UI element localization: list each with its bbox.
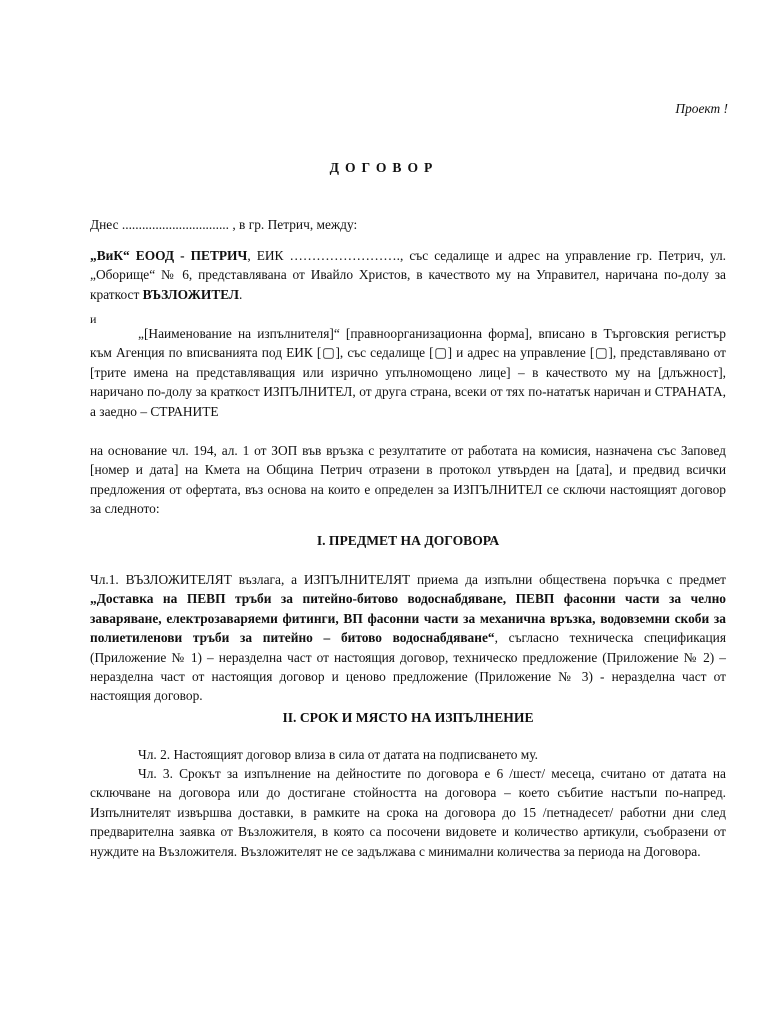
article-2-paragraph: Чл. 2. Настоящият договор влиза в сила от датата на подписването му. xyxy=(138,747,538,762)
party-one-end: . xyxy=(238,286,243,302)
party-two-paragraph: „[Наименование на изпълнителя]“ [правноорганизационна форма], вписано в Търговския регистър към Агенция по вписванията под ЕИК [▢], със седалище [▢] и адрес на управление [▢], представлявано от [трите имена на представляващия или изрично упълномощено лице] – в качеството му на [длъжност], наричано по-долу за краткост ИЗПЪЛНИТЕЛ, от друга страна, всеки от тях по-нататък наричан и СТРАНАТА, а заедно – СТРАНИТЕ xyxy=(90,326,726,419)
article-1-lead: Чл.1. ВЪЗЛОЖИТЕЛЯТ възлага, а ИЗПЪЛНИТЕЛЯТ приема да изпълни обществена поръчка с предмет xyxy=(90,572,726,587)
date-line: Днес ................................ , в гр. Петрич, между: xyxy=(90,217,358,232)
article-1-subject: „Доставка на ПЕВП тръби за питейно-битово водоснабдяване, ПЕВП фасонни части за челно заваряване, електрозаваряеми фитинги, ВП фасонни части за механична връзка, водовземни скоби за полиетиленови тръби за питейно – битово водоснабдяване“ xyxy=(90,591,726,646)
article-1-paragraph xyxy=(90,570,726,706)
article-1-rest: , съгласно техническа спецификация (Приложение № 1) – неразделна част от настоящия договор, техническо предложение (Приложение № 2) – неразделна част от настоящия договор и ценово предложение (Приложение № 3) - неразделна част от настоящия договор. xyxy=(90,630,726,704)
party-one-details: , ЕИК ……………………., със седалище и адрес на управление гр. Петрич, ул. „Оборище“ № 6, представлявана от Ивайло Христов, в качеството му на Управител, наричана по-долу за краткост xyxy=(90,248,726,302)
article-3-paragraph: Чл. 3. Срокът за изпълнение на дейностите по договора е 6 /шест/ месеца, считано от датата на сключване на договора или до достигане стойността на договора – което събитие настъпи по-напред. Изпълнителят извършва доставки, в рамките на срока на договора до 15 /петнадесет/ работни дни след предварителна заявка от Възложителя, в която са посочени видовете и количество артикули, съобразени от нуждите на Възложителя. Възложителят не се задължава с минимални количества за периода на Договора. xyxy=(90,766,726,859)
party-one-name: „ВиК“ ЕООД - ПЕТРИЧ xyxy=(90,248,248,263)
party-one-paragraph xyxy=(90,246,726,304)
party-one-role: ВЪЗЛОЖИТЕЛ xyxy=(142,286,239,302)
section-1-heading: I. ПРЕДМЕТ НА ДОГОВОРА xyxy=(316,533,500,548)
connector-and: и xyxy=(90,312,97,326)
draft-note: Проект ! xyxy=(675,101,728,116)
document-title: ДОГОВОР xyxy=(329,160,439,175)
basis-paragraph: на основание чл. 194, ал. 1 от ЗОП във връзка с резултатите от работата на комисия, назначена със Заповед [номер и дата] на Кмета на Община Петрич отразени в протокол утвърден на [дата], и предвид всички предложения от офертата, въз основа на които е определен за ИЗПЪЛНИТЕЛ се сключи настоящият договор за следното: xyxy=(90,443,726,517)
section-2-heading: II. СРОК И МЯСТО НА ИЗПЪЛНЕНИЕ xyxy=(282,710,534,725)
